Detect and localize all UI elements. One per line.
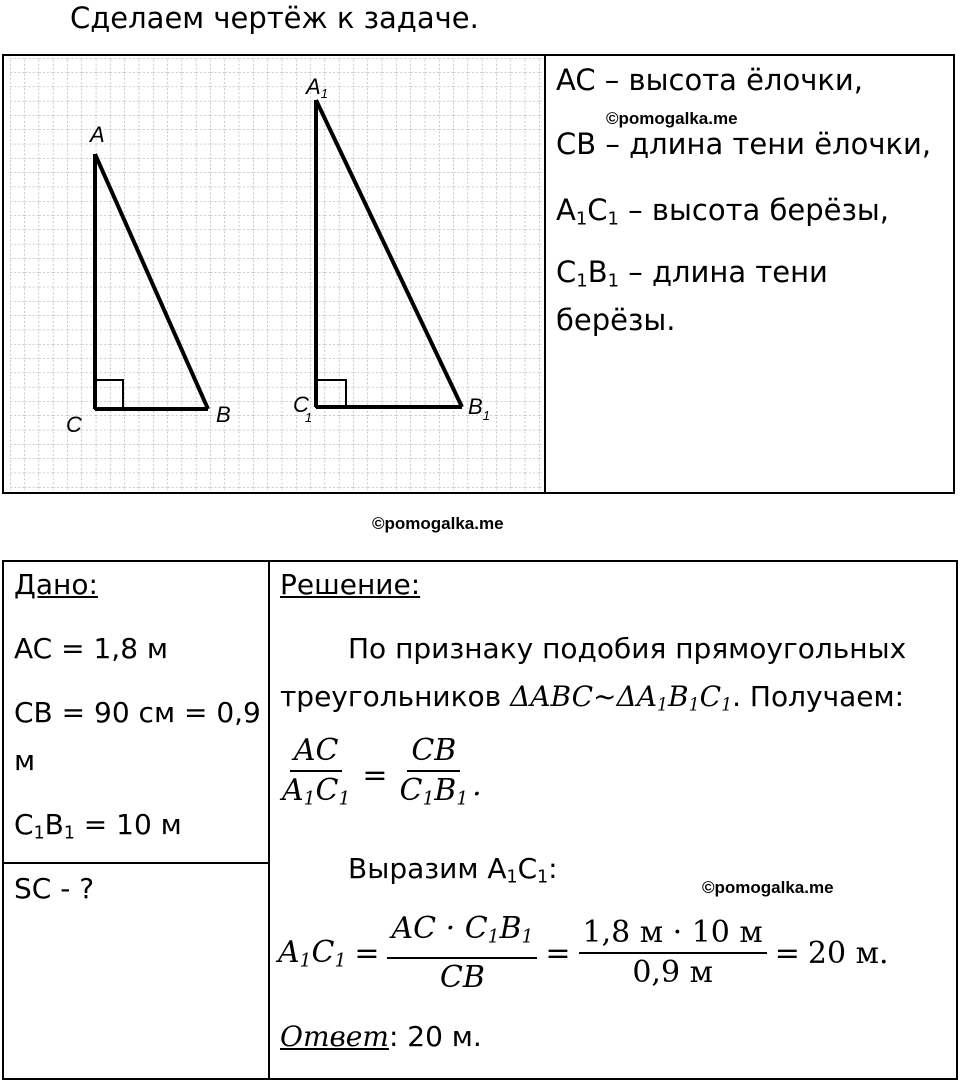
- given-divider: [2, 862, 270, 864]
- solution-divider: [268, 560, 270, 1080]
- page-title: Сделаем чертёж к задаче.: [70, 1, 479, 35]
- drawing-canvas: [10, 58, 542, 490]
- label-b: B: [216, 402, 231, 427]
- given-heading: Дано:: [14, 568, 98, 601]
- solution-p2: треугольников $\Delta ABC\sim\Delta A_1B_1C_1$. Получаем:: [280, 680, 905, 716]
- watermark: ©pomogalka.me: [702, 878, 834, 897]
- label-b1: $B_1$: [468, 394, 490, 423]
- label-a: A: [90, 122, 105, 147]
- watermark: ©pomogalka.me: [372, 514, 504, 533]
- legend-line-4: $C_1B_1$ – длина тени: [556, 255, 828, 292]
- given-cb-2: м: [14, 744, 36, 777]
- answer-line: Ответ: 20 м.: [280, 1020, 482, 1053]
- label-c: C: [66, 412, 82, 437]
- legend-line-1: AC – высота ёлочки,: [556, 63, 863, 97]
- label-c1: C 1: [293, 392, 313, 425]
- given-ac: AC = 1,8 м: [14, 632, 169, 665]
- result-formula: $A_1C_1$ = $\frac{AC \cdot C_1B_1}{CB}$ = $\frac{1,8 м \cdot 10 м}{0,9 м}$ = 20 м.: [278, 911, 889, 995]
- legend-line-2: CB – длина тени ёлочки,: [556, 127, 932, 161]
- solution-heading: Решение:: [280, 568, 421, 601]
- proportion-formula: $\frac{AC}{A_1C_1}$ = $\frac{CB}{C_1B_1}$ .: [282, 733, 482, 810]
- legend-line-3: $A_1C_1$ – высота берёзы,: [556, 193, 889, 230]
- watermark: ©pomogalka.me: [606, 109, 738, 128]
- drawing-divider: [544, 54, 546, 494]
- given-cb-1: CB = 90 см = 0,9: [14, 696, 261, 729]
- find-text: SC - ?: [14, 872, 95, 905]
- legend-line-5: берёзы.: [556, 303, 676, 337]
- solution-p1: По признаку подобия прямоугольных: [348, 632, 907, 665]
- given-c1b1: $C_1B_1 = 10$ м: [14, 808, 182, 844]
- express-text: Выразим $A_1C_1$:: [348, 852, 558, 888]
- label-a1: A1: [306, 74, 328, 101]
